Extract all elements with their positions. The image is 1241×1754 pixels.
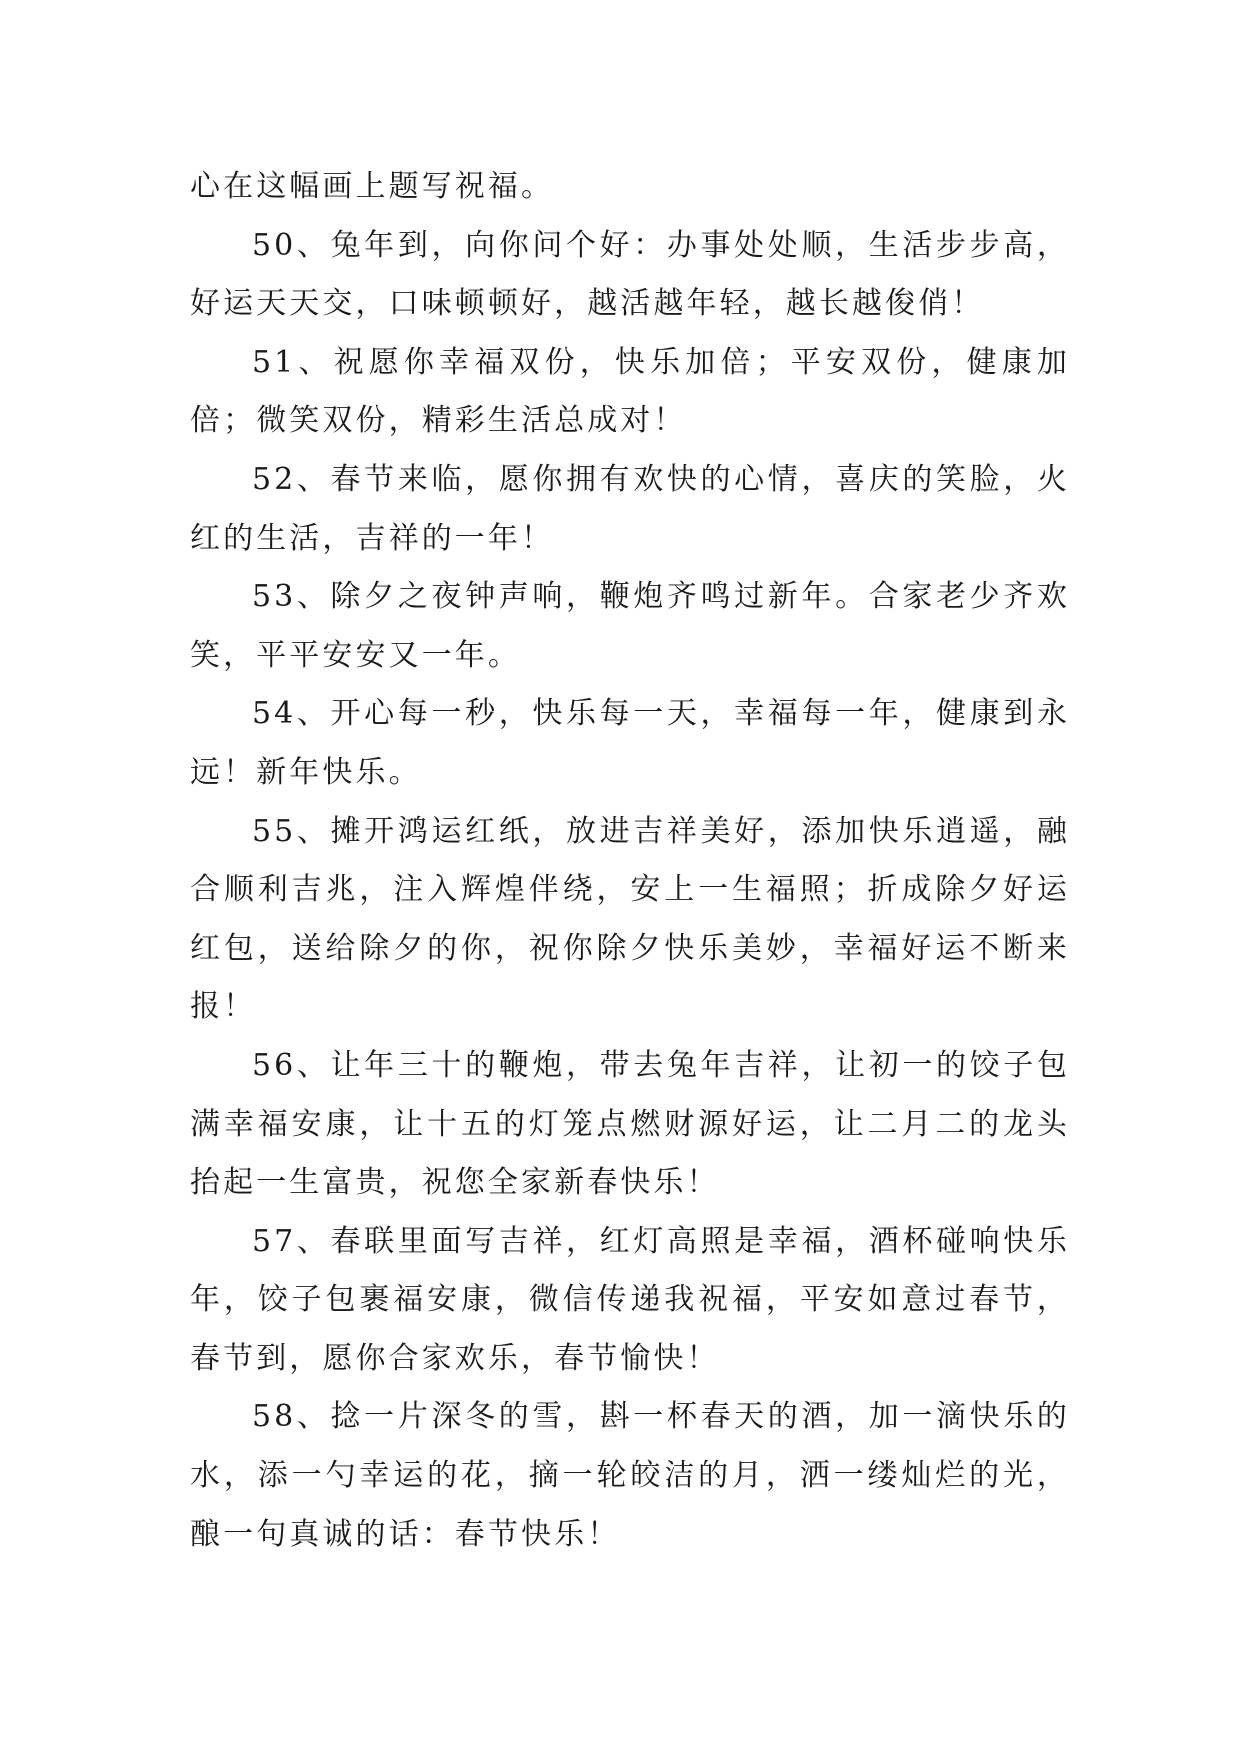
wish-item-55: 55、摊开鸿运红纸，放进吉祥美好，添加快乐逍遥，融合顺利吉兆，注入辉煌伴绕，安上一生福照；折成除夕好运红包，送给除夕的你，祝你除夕快乐美妙，幸福好运不断来报！ xyxy=(190,813,1070,1025)
wish-item-58: 58、捻一片深冬的雪，斟一杯春天的酒，加一滴快乐的水，添一勺幸运的花，摘一轮皎洁的月，洒一缕灿烂的光，酿一句真诚的话：春节快乐！ xyxy=(190,1399,1070,1552)
wish-item-51: 51、祝愿你幸福双份，快乐加倍；平安双份，健康加倍；微笑双份，精彩生活总成对！ xyxy=(190,344,1070,439)
wish-item-52: 52、春节来临，愿你拥有欢快的心情，喜庆的笑脸，火红的生活，吉祥的一年！ xyxy=(190,461,1070,556)
wish-item-53: 53、除夕之夜钟声响，鞭炮齐鸣过新年。合家老少齐欢笑，平平安安又一年。 xyxy=(190,579,1070,673)
wish-item-50: 50、兔年到，向你问个好：办事处处顺，生活步步高，好运天天交，口味顿顿好，越活越年轻，越长越俊俏！ xyxy=(190,227,1070,322)
paragraph-continuation: 心在这幅画上题写祝福。 xyxy=(190,169,555,204)
document-body xyxy=(190,158,1070,1564)
wish-item-54: 54、开心每一秒，快乐每一天，幸福每一年，健康到永远！新年快乐。 xyxy=(190,696,1070,790)
wish-item-56: 56、让年三十的鞭炮，带去兔年吉祥，让初一的饺子包满幸福安康，让十五的灯笼点燃财源好运，让二月二的龙头抬起一生富贵，祝您全家新春快乐！ xyxy=(190,1047,1070,1201)
wish-item-57: 57、春联里面写吉祥，红灯高照是幸福，酒杯碰响快乐年，饺子包裹福安康，微信传递我祝福，平安如意过春节，春节到，愿你合家欢乐，春节愉快！ xyxy=(190,1223,1070,1376)
